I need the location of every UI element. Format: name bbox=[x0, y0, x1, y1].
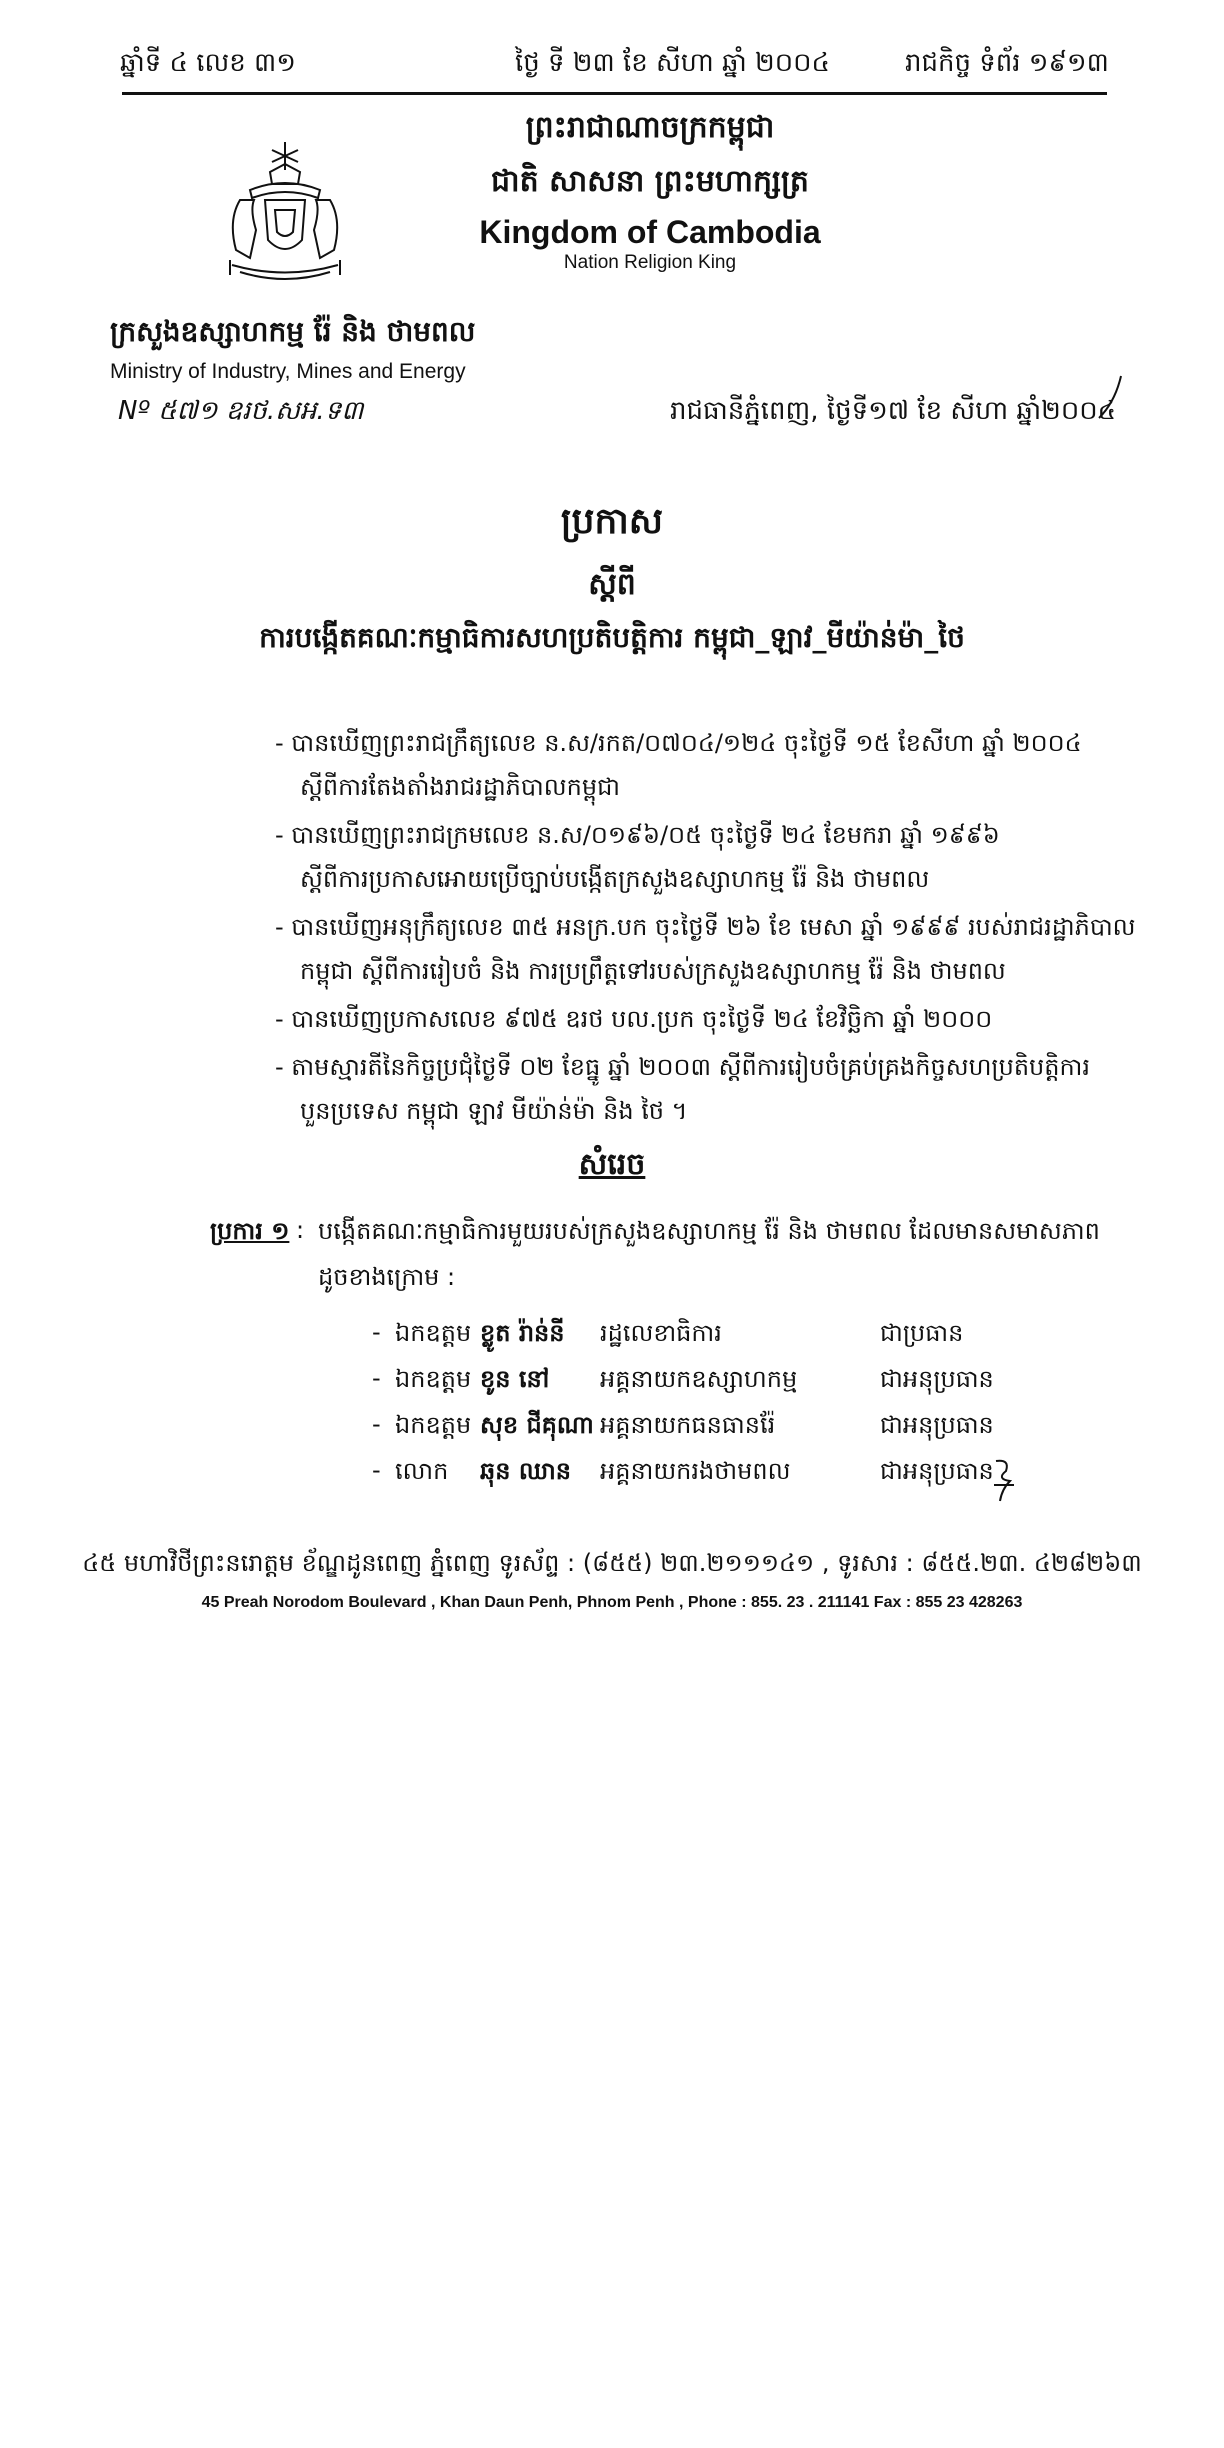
footer-address-english: 45 Preah Norodom Boulevard , Khan Daun Penh, Phnom Penh , Phone : 855. 23 . 211141 Fax : 855 23 428263 bbox=[201, 1594, 1023, 1611]
footer-address-khmer: ៤៥ មហាវិថីព្រះនរោត្តម ខ័ណ្ឌដូនពេញ ភ្នំពេញ ទូរស័ព្ទ : (៨៥៥) ២៣.២១១១៤១ , ទូរសារ : ៨៥៥.២៣. ៤២៨២៦៣ bbox=[82, 1549, 1142, 1577]
decides-heading: សំរេច bbox=[578, 1147, 646, 1182]
member-name: សុខ ជីគុណា bbox=[480, 1411, 594, 1439]
gazette-date: ថ្ងៃ ទី ២៣ ខែ សីហា ឆ្នាំ ២០០៤ bbox=[515, 48, 830, 78]
list-item-continuation: ស្តីពីការប្រកាសអោយប្រើច្បាប់បង្កើតក្រសួងឧស្សាហកម្ម រ៉ែ និង ថាមពល bbox=[300, 865, 930, 893]
member-honorific: ឯកឧត្តម bbox=[395, 1319, 472, 1347]
member-role: ជាប្រធាន bbox=[880, 1319, 964, 1347]
member-name: ខូន នៅ bbox=[480, 1365, 550, 1393]
member-role: ជាអនុប្រធាន bbox=[880, 1411, 994, 1439]
ministry-name-english: Ministry of Industry, Mines and Energy bbox=[110, 360, 466, 383]
list-item: - តាមស្មារតីនៃកិច្ចប្រជុំថ្ងៃទី ០២ ខែធ្នូ ឆ្នាំ ២០០៣ ស្តីពីការរៀបចំគ្រប់គ្រងកិច្ចសហប្រតិបត្តិការ bbox=[275, 1053, 1090, 1081]
article-text-continuation: ដូចខាងក្រោម : bbox=[318, 1263, 456, 1291]
list-item: - បានឃើញអនុក្រឹត្យលេខ ៣៥ អនក្រ.បក ចុះថ្ងៃទី ២៦ ខែ មេសា ឆ្នាំ ១៩៩៩ របស់រាជរដ្ឋាភិបាល bbox=[275, 913, 1136, 941]
member-name: ឆុន ឈាន bbox=[480, 1457, 571, 1485]
gazette-page: រាជកិច្ច ទំព័រ ១៩១៣ bbox=[905, 48, 1109, 78]
flourish-icon bbox=[1095, 372, 1125, 422]
kingdom-name-khmer: ព្រះរាជាណាចក្រកម្ពុជា bbox=[525, 110, 775, 145]
list-item: - បានឃើញប្រកាសលេខ ៩៧៥ ឧរថ បល.ប្រក ចុះថ្ងៃទី ២៤ ខែវិច្ឆិកា ឆ្នាំ ២០០០ bbox=[275, 1005, 993, 1033]
list-item: - បានឃើញព្រះរាជក្រមលេខ ន.ស/០១៩៦/០៥ ចុះថ្ងៃទី ២៤ ខែមករា ឆ្នាំ ១៩៩៦ bbox=[275, 821, 1000, 849]
list-item: - បានឃើញព្រះរាជក្រឹត្យលេខ ន.ស/រកត/០៧០៤/១២៤ ចុះថ្ងៃទី ១៥ ខែសីហា ឆ្នាំ ២០០៤ bbox=[275, 729, 1082, 757]
member-name: ខ្លូត រ៉ាន់នី bbox=[480, 1319, 565, 1347]
motto-english: Nation Religion King bbox=[563, 252, 737, 273]
ministry-name-khmer: ក្រសួងឧស្សាហកម្ម រ៉ែ និង ថាមពល bbox=[110, 315, 476, 348]
member-position: អគ្គនាយកធនធានរ៉ែ bbox=[600, 1411, 776, 1439]
member-honorific: ឯកឧត្តម bbox=[395, 1365, 472, 1393]
place-and-date: រាជធានីភ្នំពេញ, ថ្ងៃទី១៧ ខែ សីហា ឆ្នាំ២០០៤ bbox=[670, 396, 1117, 426]
article-text: បង្កើតគណៈកម្មាធិការមួយរបស់ក្រសួងឧស្សាហកម្ម រ៉ែ និង ថាមពល ដែលមានសមាសភាព bbox=[318, 1217, 1100, 1245]
article-colon: : bbox=[296, 1216, 305, 1244]
document-title: ប្រកាស bbox=[560, 501, 664, 542]
member-role: ជាអនុប្រធាន bbox=[880, 1457, 994, 1485]
document-subject: ការបង្កើតគណៈកម្មាធិការសហប្រតិបត្តិការ កម្ពុជា_ឡាវ_មីយ៉ាន់ម៉ា_ថៃ bbox=[259, 621, 965, 654]
row-bullet: - bbox=[372, 1318, 381, 1346]
member-role: ជាអនុប្រធាន bbox=[880, 1365, 994, 1393]
member-honorific: ឯកឧត្តម bbox=[395, 1411, 472, 1439]
kingdom-name-english: Kingdom of Cambodia bbox=[479, 214, 821, 250]
member-position: អគ្គនាយកឧស្សាហកម្ម bbox=[600, 1365, 798, 1393]
list-item-continuation: កម្ពុជា ស្តីពីការរៀបចំ និង ការប្រព្រឹត្តទៅរបស់ក្រសួងឧស្សាហកម្ម រ៉ែ និង ថាមពល bbox=[300, 957, 1006, 985]
motto-khmer: ជាតិ សាសនា ព្រះមហាក្សត្រ bbox=[491, 164, 809, 199]
initials-signature-icon bbox=[988, 1455, 1018, 1503]
row-bullet: - bbox=[372, 1410, 381, 1438]
header-divider bbox=[122, 92, 1107, 95]
row-bullet: - bbox=[372, 1364, 381, 1392]
member-position: រដ្ឋលេខាធិការ bbox=[600, 1319, 722, 1347]
row-bullet: - bbox=[372, 1456, 381, 1484]
reference-number: Nº ៥៧១ ឧរថ.សអ.ទ៣ bbox=[118, 396, 364, 426]
document-title-about: ស្តីពី bbox=[588, 567, 636, 602]
gazette-issue: ឆ្នាំទី ៤ លេខ ៣១ bbox=[120, 48, 296, 78]
member-position: អគ្គនាយករងថាមពល bbox=[600, 1457, 791, 1485]
list-item-continuation: ស្តីពីការតែងតាំងរាជរដ្ឋាភិបាលកម្ពុជា bbox=[300, 773, 620, 801]
member-honorific: លោក bbox=[395, 1457, 449, 1485]
article-label: ប្រការ ១ bbox=[210, 1217, 290, 1245]
list-item-continuation: បួនប្រទេស កម្ពុជា ឡាវ មីយ៉ាន់ម៉ា និង ថៃ ។ bbox=[300, 1097, 688, 1125]
